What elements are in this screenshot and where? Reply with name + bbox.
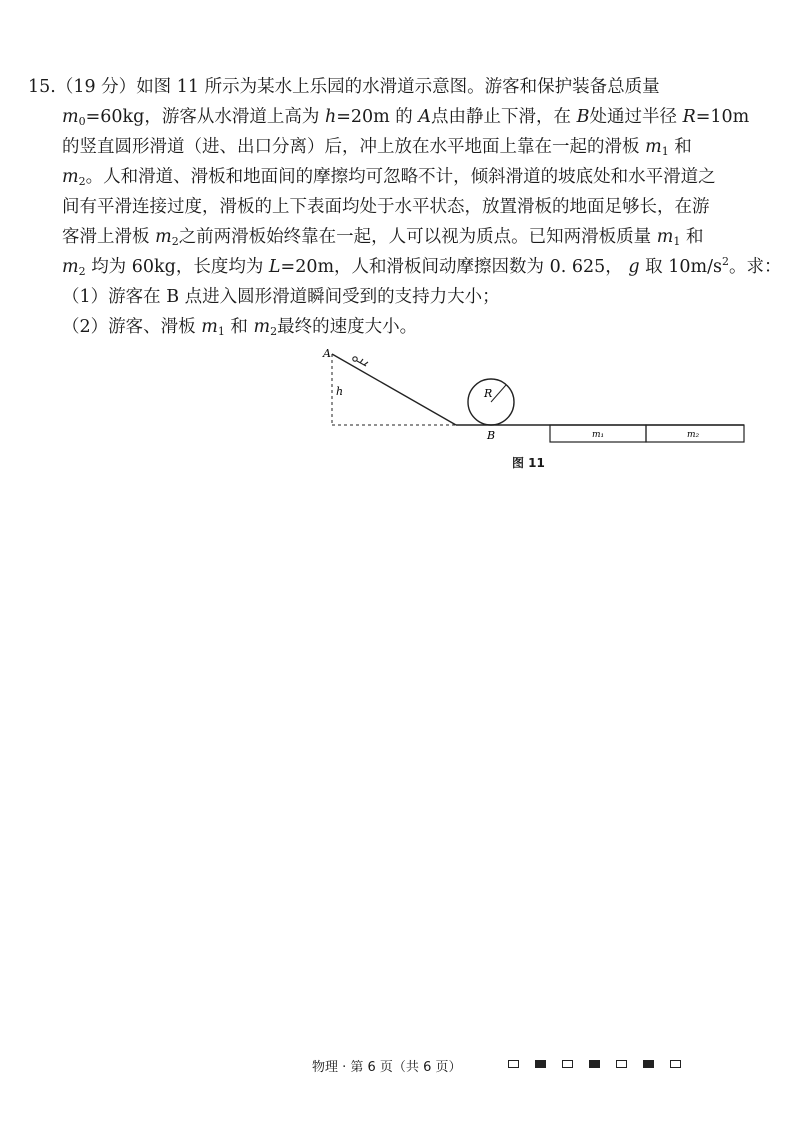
problem-text: 点由静止下滑，在 — [431, 107, 572, 127]
sub-question-2-text: 最终的速度大小。 — [277, 317, 418, 337]
symbol-L: L — [268, 257, 281, 277]
symbol-m: m — [62, 167, 79, 187]
alignment-mark — [589, 1060, 600, 1068]
alignment-mark — [616, 1060, 627, 1068]
symbol-m: m — [253, 317, 271, 337]
subscript: 2 — [171, 235, 179, 248]
alignment-mark — [643, 1060, 654, 1068]
problem-score: （19 分） — [55, 77, 137, 97]
sub-question-1 — [28, 282, 768, 312]
label-B: B — [487, 429, 496, 442]
symbol-m: m — [155, 227, 172, 247]
problem-text: 。求： — [728, 257, 782, 277]
page-number: 物理 · 第 6 页（共 6 页） — [312, 1060, 462, 1075]
problem-number: 15. — [28, 77, 56, 97]
symbol-m: m — [656, 227, 674, 247]
label-R: R — [484, 387, 493, 400]
problem-line-6 — [28, 222, 768, 252]
problem-text: 。人和滑道、滑板和地面间的摩擦均可忽略不计，倾斜滑道的坡底处和水平滑道之 — [85, 167, 716, 187]
problem-line-7 — [28, 252, 782, 282]
slide-ramp — [332, 354, 456, 425]
superscript: 2 — [721, 255, 729, 268]
label-m2: m₂ — [687, 430, 700, 440]
alignment-marks — [508, 1060, 681, 1068]
subscript: 1 — [661, 145, 669, 158]
problem-text: 和 — [674, 137, 692, 157]
problem-text: =60kg，游客从水滑道上高为 — [85, 107, 320, 127]
symbol-B: B — [576, 107, 590, 127]
symbol-m: m — [62, 107, 79, 127]
sub-question-2 — [28, 312, 768, 342]
person-icon — [353, 357, 368, 366]
problem-text: =20m，人和滑板间动摩擦因数为 0. 625， — [280, 257, 623, 277]
label-m1: m₁ — [592, 430, 605, 440]
label-h: h — [336, 385, 344, 398]
problem-line-1 — [28, 72, 768, 102]
sub-question-2-text: 和 — [230, 317, 248, 337]
problem-text: 和 — [685, 227, 704, 247]
problem-text: 取 10m/s — [645, 257, 722, 277]
radius-line — [491, 385, 506, 402]
subscript: 2 — [78, 265, 86, 278]
page-footer — [0, 1054, 800, 1078]
symbol-A: A — [418, 107, 432, 127]
alignment-mark — [562, 1060, 573, 1068]
problem-text: 处通过半径 — [589, 107, 677, 127]
sub-question-1-text: （1）游客在 B 点进入圆形滑道瞬间受到的支持力大小； — [62, 287, 500, 307]
subscript: 0 — [78, 115, 86, 128]
problem-text: 客滑上滑板 — [62, 227, 150, 247]
symbol-R: R — [682, 107, 696, 127]
symbol-m: m — [62, 257, 79, 277]
problem-text: 间有平滑连接过度，滑板的上下表面均处于水平状态，放置滑板的地面足够长，在游 — [62, 197, 710, 217]
symbol-m: m — [645, 137, 662, 157]
problem-line-4 — [28, 162, 768, 192]
figure-caption: 图 11 — [512, 456, 545, 470]
problem-text-1: 如图 11 所示为某水上乐园的水滑道示意图。游客和保护装备总质量 — [136, 77, 660, 97]
subscript: 1 — [217, 325, 225, 338]
problem-text: 均为 60kg，长度均为 — [91, 257, 264, 277]
subscript: 2 — [78, 175, 86, 188]
symbol-h: h — [324, 107, 337, 127]
label-A: A — [323, 347, 331, 360]
alignment-mark — [508, 1060, 519, 1068]
sub-question-2-text: （2）游客、滑板 — [62, 317, 196, 337]
problem-line-2 — [28, 102, 768, 132]
problem-line-3 — [28, 132, 768, 162]
problem-text: 的竖直圆形滑道（进、出口分离）后，冲上放在水平地面上靠在一起的滑板 — [62, 137, 640, 157]
symbol-g: g — [628, 257, 640, 277]
problem-text: 之前两滑板始终靠在一起，人可以视为质点。已知两滑板质量 — [178, 227, 652, 247]
alignment-mark — [670, 1060, 681, 1068]
symbol-m: m — [201, 317, 218, 337]
subscript: 2 — [270, 325, 278, 338]
problem-text: =20m 的 — [336, 107, 413, 127]
subscript: 1 — [673, 235, 681, 248]
problem-line-5 — [28, 192, 768, 222]
alignment-mark — [535, 1060, 546, 1068]
problem-text: =10m — [695, 107, 750, 127]
problem-15 — [28, 72, 782, 342]
